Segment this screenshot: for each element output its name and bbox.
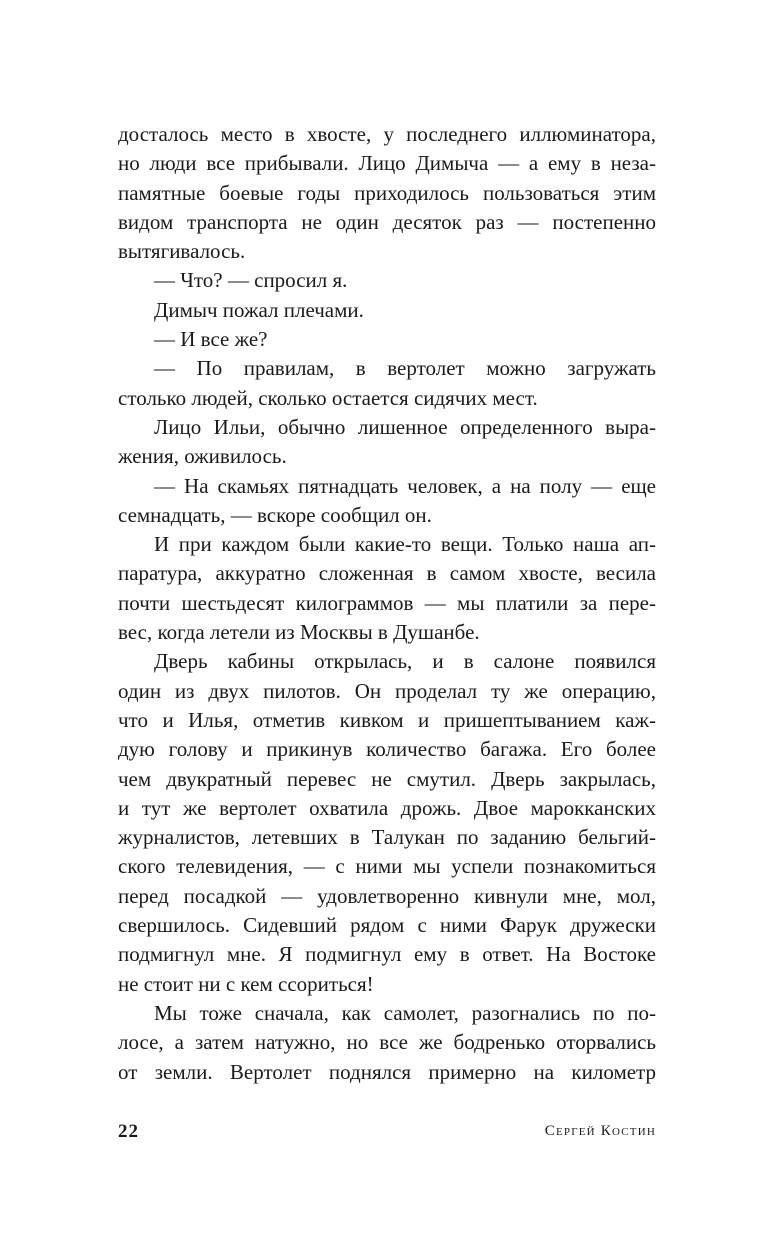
text-line: — Что? — спросил я. (154, 268, 348, 293)
text-line: от земли. Вертолет поднялся примерно на километр (118, 1059, 656, 1084)
text-line: столько людей, сколько остается сидячих мест. (118, 385, 538, 410)
text-line: Димыч пожал плечами. (154, 297, 364, 322)
text-line: памятные боевые годы приходилось пользоваться этим (118, 180, 656, 205)
text-line: семнадцать, — вскоре сообщил он. (118, 502, 432, 527)
text-line: что и Илья, отметив кивком и пришептыванием каж- (118, 707, 656, 732)
text-line: но люди все прибывали. Лицо Димыча — а ему в неза- (118, 151, 656, 176)
text-line: один из двух пилотов. Он проделал ту же операцию, (118, 678, 656, 703)
text-line: досталось место в хвосте, у последнего иллюминатора, (118, 122, 656, 146)
text-line: ского телевидения, — с ними мы успели познакомиться (118, 854, 656, 879)
text-line: не стоит ни с кем ссориться! (118, 971, 374, 996)
text-line: Лицо Ильи, обычно лишенное определенного выра- (154, 414, 656, 439)
text-line: Дверь кабины открылась, и в салоне появился (154, 649, 656, 674)
text-line: журналистов, летевших в Талукан по заданию бельгий- (118, 825, 656, 850)
text-line: дую голову и прикинув количество багажа. Его более (118, 737, 656, 762)
text-line: — На скамьях пятнадцать человек, а на полу — еще (154, 473, 656, 498)
text-line: и тут же вертолет охватила дрожь. Двое марокканских (118, 795, 656, 820)
running-head-author: Сергей Костин (544, 1123, 656, 1139)
body-text (118, 120, 656, 1087)
text-line: жения, оживилось. (118, 444, 287, 469)
text-line: свершилось. Сидевший рядом с ними Фарук дружески (118, 913, 656, 938)
text-line: — И все же? (154, 327, 268, 352)
text-line: перед посадкой — удовлетворенно кивнули мне, мол, (118, 883, 656, 908)
page-number: 22 (118, 1121, 139, 1142)
text-line: вес, когда летели из Москвы в Душанбе. (118, 620, 480, 645)
text-line: видом транспорта не один десяток раз — постепенно (118, 209, 656, 234)
text-line: Мы тоже сначала, как самолет, разогнались по по- (154, 1000, 656, 1025)
text-line: — По правилам, в вертолет можно загружать (154, 356, 656, 381)
text-line: лосе, а затем натужно, но все же бодренько оторвались (118, 1030, 656, 1055)
text-line: почти шестьдесят килограммов — мы платили за пере- (118, 590, 656, 615)
text-line: И при каждом были какие-то вещи. Только наша ап- (154, 532, 656, 557)
text-line: паратура, аккуратно сложенная в самом хвосте, весила (118, 561, 656, 586)
text-line: чем двукратный перевес не смутил. Дверь закрылась, (118, 766, 656, 791)
text-line: вытягивалось. (118, 239, 246, 264)
page-footer (118, 1121, 656, 1149)
text-line: подмигнул мне. Я подмигнул ему в ответ. На Востоке (118, 942, 656, 967)
